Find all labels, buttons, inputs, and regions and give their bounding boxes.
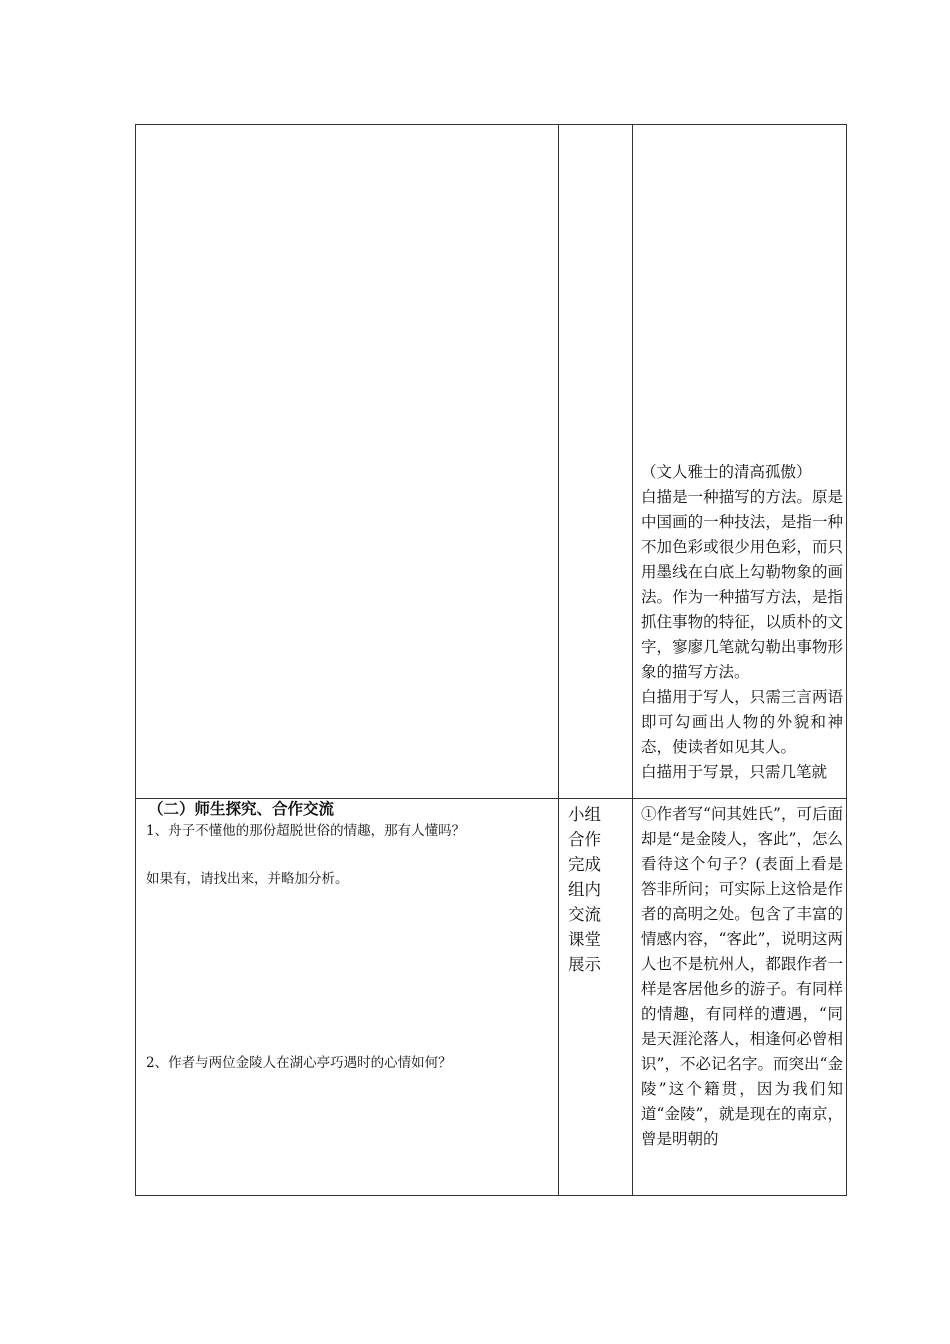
activity-line: 组内 <box>568 880 601 899</box>
section-title: （二）师生探究、合作交流 <box>148 799 335 818</box>
column-divider <box>632 125 633 1195</box>
teaching-notes-cell <box>641 460 843 798</box>
activity-line: 交流 <box>568 905 601 924</box>
activity-line: 课堂 <box>568 930 601 949</box>
answer-notes-cell <box>641 802 843 1194</box>
teaching-content-cell <box>146 799 551 1195</box>
question-1: 1、舟子不懂他的那份超脱世俗的情趣，那有人懂吗？ <box>146 823 466 839</box>
note-paragraph: 白描用于写人，只需三言两语即可勾画出人物的外貌和神态，使读者如见其人。 <box>641 688 843 756</box>
student-activity-cell <box>568 802 624 1002</box>
note-paragraph: 白描是一种描写的方法。原是中国画的一种技法，是指一种不加色彩或很少用色彩，而只用墨线在白底上勾勒物象的画法。作为一种描写方法，是指抓住事物的特征，以质朴的文字，寥廖几笔就勾勒出事物形象的描写方法。 <box>641 488 843 681</box>
question-2: 2、作者与两位金陵人在湖心亭巧遇时的心情如何？ <box>146 1055 452 1071</box>
activity-line: 完成 <box>568 855 601 874</box>
note-paragraph: （文人雅士的清高孤傲） <box>641 463 812 481</box>
activity-line: 展示 <box>568 955 601 974</box>
answer-paragraph: ①作者写“问其姓氏”，可后面却是“是金陵人，客此”，怎么看待这个句子？(表面上看是答非所问；可实际上这恰是作者的高明之处。包含了丰富的情感内容，“客此”，说明这两人也不是杭州人，都跟作者一样是客居他乡的游子。有同样的情趣，有同样的遭遇，“同是天涯沦落人，相逢何必曾相识”，不必记名字。而突出“金陵”这个籍贯，因为我们知道“金陵”，就是现在的南京，曾是明朝的 <box>641 805 843 1148</box>
column-divider <box>558 125 559 1195</box>
activity-line: 小组 <box>568 805 601 824</box>
note-paragraph: 白描用于写景，只需几笔就 <box>641 763 828 781</box>
lesson-table <box>135 124 847 1196</box>
activity-line: 合作 <box>568 830 601 849</box>
question-1-followup: 如果有，请找出来，并略加分析。 <box>146 871 349 887</box>
